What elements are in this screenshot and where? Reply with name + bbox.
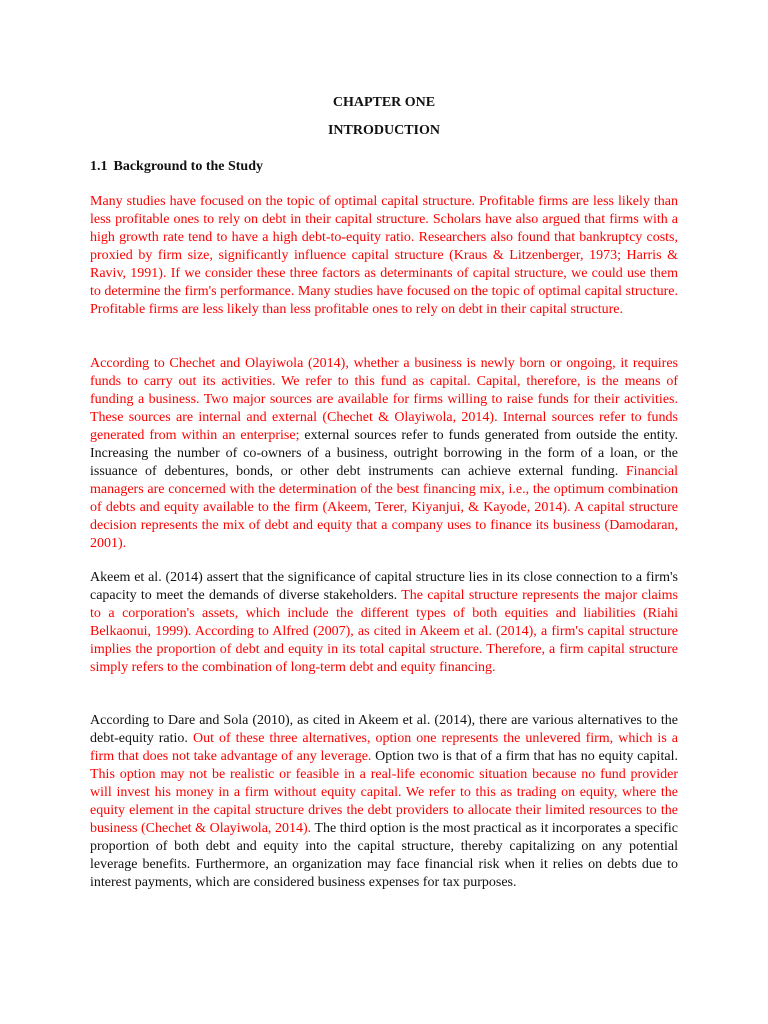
paragraph-1 <box>90 193 678 319</box>
section-number: 1.1 <box>90 159 108 174</box>
paragraph-text: Option two is that of a firm that has no equity capital. <box>375 749 678 764</box>
paragraph-4 <box>90 712 678 892</box>
paragraph-text: The third option is the most practical as it incorporates a specific proportion of both debt and equity into the capital structure, thereby capitalizing on any potential leverage benefits. Furthermore, an organization may face financial risk when it relies on debts due to interest payments, which are considered business expenses for tax purposes. <box>90 821 678 890</box>
paragraph-text: According to Chechet and Olayiwola (2014), whether a business is newly born or ongoing, it requires funds to carry out its activities. We refer to this fund as capital. Capital, therefore, is the means of funding a business. Two major sources are available for firms willing to raise funds for their activities. These sources are internal and external (Chechet & Olayiwola, 2014). Internal sources refer to funds generated from within an enterprise; <box>90 356 678 443</box>
paragraph-text: According to Dare and Sola (2010), as cited in Akeem et al. (2014), there are various alternatives to the debt-equity ratio. <box>90 713 678 746</box>
paragraph-text: Out of these three alternatives, option one represents the unlevered firm, which is a firm that does not take advantage of any leverage. <box>90 731 678 764</box>
paragraph-text: Many studies have focused on the topic of optimal capital structure. Profitable firms are less likely than less profitable ones to rely on debt in their capital structure. Scholars have also argued that firms with a high growth rate tend to have a high debt-to-equity ratio. Researchers also found that bankruptcy costs, proxied by firm size, significantly influence capital structure (Kraus & Litzenberger, 1973; Harris & Raviv, 1991). If we consider these three factors as determinants of capital structure, we could use them to determine the firm's performance. Many studies have focused on the topic of optimal capital structure. Profitable firms are less likely than less profitable ones to rely on debt in their capital structure. <box>90 194 678 317</box>
section-title: Background to the Study <box>113 159 264 174</box>
section-heading <box>90 158 678 176</box>
paragraph-text: Financial managers are concerned with the determination of the best financing mix, i.e., the optimum combination of debts and equity available to the firm (Akeem, Terer, Kiyanjui, & Kayode, 2014). A capital structure decision represents the mix of debt and equity that a company uses to finance its business (Damodaran, 2001). <box>90 464 678 551</box>
paragraph-text: Akeem et al. (2014) assert that the significance of capital structure lies in its close connection to a firm's capacity to meet the demands of diverse stakeholders. <box>90 570 678 603</box>
paragraph-text: external sources refer to funds generated from outside the entity. Increasing the number of co-owners of a business, outright borrowing in the form of a loan, or the issuance of debentures, bonds, or other debt instruments can achieve external funding. <box>90 428 678 479</box>
chapter-title: INTRODUCTION <box>327 123 440 138</box>
paragraph-text: This option may not be realistic or feasible in a real-life economic situation because no fund provider will invest his money in a firm without equity capital. We refer to this as trading on equity, where the equity element in the capital structure drives the debt providers to allocate their limited resources to the business (Chechet & Olayiwola, 2014). <box>90 767 678 836</box>
chapter-heading: CHAPTER ONE <box>332 95 436 110</box>
paragraph-3 <box>90 569 678 677</box>
paragraph-text: The capital structure represents the major claims to a corporation's assets, which include the different types of both equities and liabilities (Riahi Belkaonui, 1999). According to Alfred (2007), as cited in Akeem et al. (2014), a firm's capital structure implies the proportion of debt and equity in its total capital structure. Therefore, a firm capital structure simply refers to the combination of long-term debt and equity financing. <box>90 588 678 675</box>
paragraph-2 <box>90 355 678 553</box>
